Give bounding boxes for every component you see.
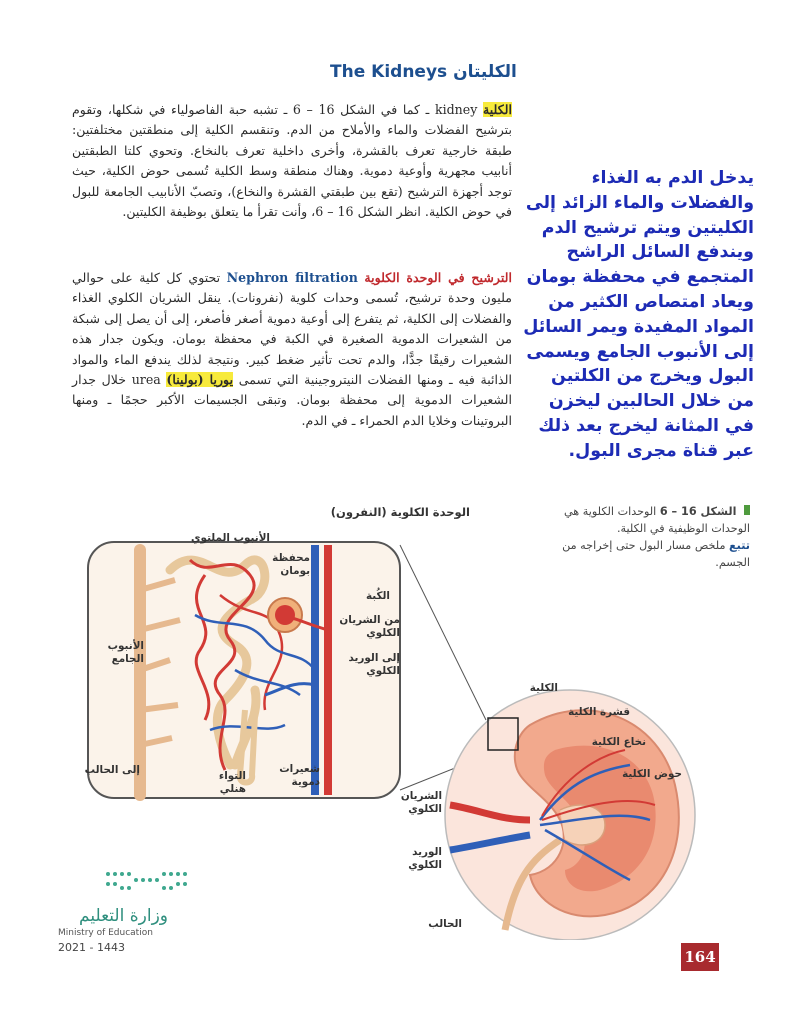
ministry-name-en: Ministry of Education: [58, 928, 153, 938]
zoom-connector-line: [400, 545, 486, 720]
label-loop-henle: التواء هنلي: [218, 770, 246, 795]
figure-caption-follow-text: ملخص مسار البول حتى إخراجه من الجسم.: [562, 539, 750, 569]
label-renal-vein: الوريد الكلوي: [408, 846, 442, 871]
figure-caption-follow: تتبع: [729, 539, 750, 552]
label-from-artery: من الشريان الكلوي: [339, 614, 400, 639]
page-number: 164: [681, 943, 719, 971]
kidney-paragraph-text: kidney ـ كما في الشكل 16 – 6 ـ تشبه حبة الفاصولياء في شكلها، وتقوم بترشيح الفضلات والماء والأملاح من الدم. وتنقسم الكلية إلى منطقتين مختلفتين: طبقة خارجية تعرف بالقشرة، وأخرى داخلية تعرف بالنخاع. وتحوي كلتا الطبقتين أنابيب مجهرية وأوعية دموية. وهناك منطقة وسط الكلية تُسمى حوض الكلية، حيث توجد أجهزة الترشيح (تقع بين طبقتي القشرة والنخاع)، وتصبّ الأنابيب الجامعة للبول في حوض الكلية. انظر الشكل 16 – 6، وأنت تقرأ ما يتعلق بوظيفة الكليتين.: [72, 102, 512, 220]
section-heading: [330, 62, 517, 88]
kidney-cross-section: [445, 690, 695, 940]
caption-marker-icon: [744, 505, 750, 515]
nephron-subheading-ar: الترشيح في الوحدة الكلوية: [364, 270, 512, 285]
kidney-term-highlight: الكلية: [482, 102, 512, 117]
label-glomerulus: الكُبة: [365, 590, 390, 602]
figure-caption-text: الوحدات الكلوية هي الوحدات الوظيفية في الكلية.: [563, 505, 750, 535]
label-medulla: نخاع الكلية: [591, 736, 646, 748]
label-to-vein: إلى الوريد الكلوي: [348, 652, 400, 677]
urea-highlight: يوريا (بولينا): [166, 372, 234, 388]
ministry-logo-icon: [100, 866, 200, 900]
section-title-en: The Kidneys: [330, 62, 448, 82]
annotation-note: يدخل الدم به الغذاء والفضلات والماء الزائد إلى الكليتين ويتم ترشيح الدم ويندفع السائل الراشح المتجمع في محفظة بومان ويعاد امتصاص الكثير من المواد المفيدة ويمر السائل إلى الأنبوب الجامع ويسمى البول ويخرج من الكلتين من خلال الحالبين ليخزن في المثانة ليخرج بعد ذلك عبر قناة مجرى البول.: [523, 168, 754, 461]
nephron-text-a: تحتوي كل كلية على حوالي مليون وحدة ترشيح، تُسمى وحدات كلوية (نفرونات). ينقل الشريان الكلوي الغذاء والفضلات إلى الكلية، ثم يتفرع إلى أوعية دموية أصغر فأصغر، إلى أن يصل إلى شبكة من الشعيرات الدموية الصغيرة في الكبة في محفظة بومان. ويكون جدار هذه الشعيرات رقيقًا جدًّا، والدم تحت تأثير ضغط كبير. ونتيجة لذلك يندفع الماء والمواد الذائبة فيه ـ ومنها الفضلات النيتروجينية التي تسمى: [72, 270, 512, 388]
label-cortex: قشرة الكلية: [568, 706, 630, 718]
label-collecting-duct: الأنبوب الجامع: [107, 640, 144, 665]
nephron-text-b: urea خلال جدار الشعيرات الدموية إلى محفظة بومان. وتبقى الجسيمات الأكبر حجمًا ـ ومنها البروتينات وخلايا الدم الحمراء ـ في الدم.: [72, 372, 512, 428]
label-pelvis: حوض الكلية: [622, 768, 682, 780]
label-kidney: الكلية: [529, 682, 558, 694]
label-renal-artery: الشريان الكلوي: [400, 790, 442, 815]
nephron-subheading-en: Nephron filtration: [226, 270, 358, 285]
label-convoluted-tubule: الأنبوب الملتوي: [191, 532, 270, 544]
label-to-ureter: إلى الحالب: [84, 764, 140, 776]
nephron-paragraph: [72, 268, 512, 431]
ministry-logo: [58, 906, 168, 954]
glomerulus-shape: [275, 605, 295, 625]
ministry-name-ar: وزارة التعليم: [79, 906, 168, 926]
label-bowman-capsule: محفظة بومان: [272, 552, 310, 577]
figure-title: الوحدة الكلوية (النفرون): [330, 505, 470, 519]
label-ureter: الحالب: [428, 918, 462, 930]
academic-year: 2021 - 1443: [58, 941, 125, 954]
label-capillaries: شعيرات دموية: [279, 763, 320, 788]
kidney-paragraph: [72, 100, 512, 222]
section-title-ar: الكليتان: [453, 62, 517, 82]
figure-caption-label: الشكل 16 – 6: [659, 505, 737, 518]
